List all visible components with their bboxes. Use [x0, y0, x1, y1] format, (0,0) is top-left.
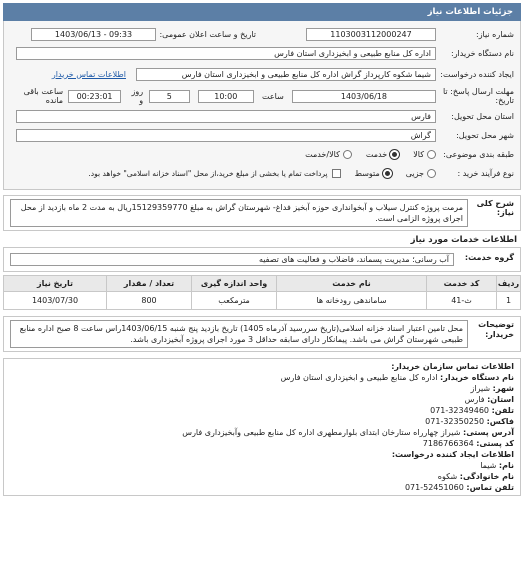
need-number-label: شماره نیاز:	[476, 30, 514, 39]
days-field: 5	[149, 90, 189, 103]
remaining-field: 00:23:01	[68, 90, 121, 103]
contact-value: فارس	[464, 395, 485, 404]
announce-label: تاریخ و ساعت اعلان عمومی:	[159, 30, 256, 39]
contact-value: اداره کل منابع طبیعی و ابخیزداری استان فارس	[280, 373, 438, 382]
radio-medium-label: متوسط	[354, 169, 380, 178]
row-need-number	[10, 25, 514, 44]
radio-minor-circle[interactable]	[427, 169, 436, 178]
creator-field: شیما شکوه کارپرداز گراش اداره کل منابع طبیعی و ابخیزداری استان فارس	[136, 68, 436, 81]
row-creator	[10, 63, 514, 85]
cell-name: ساماندهی رودخانه ها	[277, 292, 427, 310]
contact-value: شیما	[480, 461, 497, 470]
radio-service-circle[interactable]	[390, 150, 399, 159]
deadline-time-field: 10:00	[198, 90, 255, 103]
row-deadline	[10, 85, 514, 107]
contact-box	[3, 358, 521, 496]
cell-row: 1	[497, 292, 521, 310]
contact-line	[10, 394, 514, 405]
contact-label: نام دستگاه خریدار:	[440, 373, 514, 382]
hour-label: ساعت	[262, 91, 284, 101]
province-label: استان محل تحویل:	[451, 112, 514, 121]
col-row: ردیف	[497, 276, 521, 292]
radio-service[interactable]	[366, 150, 399, 159]
need-details	[3, 3, 521, 496]
summary-text: مرمت پروژه کنترل سیلاب و آبخوانداری حوزه آبخیز فداغ- شهرستان گراش به مبلغ 15129359770ریال به مدت 2 ماه بازدید از محل اجرای پروژه الزامی است.	[10, 199, 468, 227]
radio-medium-circle[interactable]	[383, 169, 392, 178]
row-payment	[10, 164, 514, 183]
cell-date: 1403/07/30	[4, 292, 107, 310]
cell-code: ث-41	[427, 292, 497, 310]
services-title: اطلاعات خدمات مورد نیاز	[410, 235, 517, 245]
contact-line	[10, 438, 514, 449]
category-label: طبقه بندی موضوعی:	[443, 150, 514, 159]
contact-label: نام خانوادگی:	[459, 472, 514, 481]
contact-value: 32350250-071	[425, 417, 485, 426]
table-row	[4, 292, 521, 310]
buyer-note-text: محل تامین اعتبار اسناد خزانه اسلامی(تاریخ سررسید آذرماه 1405) تاریخ بازدید پنج شنبه 1403/06/15راس ساعت 8 صبح اداره منابع طبیعی شهرستان گراش می باشد. پیمانکار دارای سابقه حداقل 3 مورد اجرای پروژه آبخیزداری باشد.	[10, 320, 468, 348]
cell-qty: 800	[107, 292, 192, 310]
details-panel	[3, 21, 521, 190]
col-unit: واحد اندازه گیری	[192, 276, 277, 292]
contact-title: اطلاعات تماس سازمان خریدار:	[391, 362, 514, 371]
creator-label: ایجاد کننده درخواست:	[440, 69, 514, 79]
deadline-label: مهلت ارسال پاسخ: تا تاریخ:	[442, 87, 514, 105]
contact-line	[10, 471, 514, 482]
contact-value: 32349460-071	[430, 406, 490, 415]
need-number-field: 1103003112000247	[306, 28, 436, 41]
radio-minor[interactable]	[406, 169, 436, 178]
city-field: گراش	[16, 129, 436, 142]
province-field: فارس	[16, 110, 436, 123]
row-city	[10, 126, 514, 145]
col-name: نام خدمت	[277, 276, 427, 292]
buyer-field: اداره کل منابع طبیعی و ابخیزداری استان فارس	[16, 47, 436, 60]
radio-goods[interactable]	[413, 150, 436, 159]
payment-label: نوع فرآیند خرید :	[457, 169, 514, 178]
radio-minor-label: جزیی	[405, 169, 424, 178]
remaining-label: ساعت باقی مانده	[23, 87, 64, 105]
table-header-row	[4, 276, 521, 292]
page-title: جزئیات اطلاعات نیاز	[3, 3, 521, 21]
contact-value: شیراز	[470, 384, 491, 393]
contact-line	[10, 482, 514, 493]
radio-goods-service-circle[interactable]	[343, 150, 352, 159]
contact-line	[10, 416, 514, 427]
contact-label: نام:	[498, 461, 514, 470]
treasury-checkbox[interactable]	[332, 169, 341, 178]
buyer-note-box	[3, 316, 521, 352]
summary-box	[3, 195, 521, 231]
summary-label: شرح کلی نیاز:	[476, 199, 514, 217]
radio-goods-label: کالا	[413, 150, 424, 159]
deadline-date-field: 1403/06/18	[292, 90, 436, 103]
contact-label: فاکس:	[486, 417, 514, 426]
contact-label: استان:	[487, 395, 514, 404]
contact-label: تلفن:	[491, 406, 514, 415]
days-label: روز و	[131, 87, 144, 105]
radio-goods-service[interactable]	[305, 150, 352, 159]
service-group-field: آب رسانی؛ مدیریت پسماند، فاضلاب و فعالیت های تصفیه	[10, 253, 454, 266]
buyer-contact-link[interactable]: اطلاعات تماس خریدار	[51, 69, 126, 79]
contact-value: 7186766364	[422, 439, 474, 448]
contact-label: کد پستی:	[476, 439, 514, 448]
contact-label: شهر:	[492, 384, 514, 393]
contact-value: 52451060-071	[404, 483, 464, 492]
announce-field: 1403/06/13 - 09:33	[31, 28, 156, 41]
contact-value: شیراز چهارراه ستارخان ابتدای بلوارمطهری اداره کل منابع طبیعی وآبخیزداری فارس	[182, 428, 461, 437]
treasury-note: پرداخت تمام یا بخشی از مبلغ خرید،از محل "اسناد خزانه اسلامی" خواهد بود.	[88, 169, 328, 178]
contact-label: آدرس پستی:	[463, 428, 514, 437]
creator-info-title: اطلاعات ایجاد کننده درخواست:	[391, 450, 514, 459]
row-province	[10, 107, 514, 126]
row-buyer	[10, 44, 514, 63]
contact-value: شکوه	[437, 472, 458, 481]
contact-line	[10, 427, 514, 438]
service-group-label: گروه خدمت:	[464, 253, 514, 262]
row-category	[10, 145, 514, 164]
city-label: شهر محل تحویل:	[456, 131, 514, 140]
col-code: کد خدمت	[427, 276, 497, 292]
buyer-note-label: توضیحات خریدار:	[478, 320, 514, 339]
cell-unit: مترمکعب	[192, 292, 277, 310]
radio-goods-service-label: کالا/خدمت	[305, 150, 340, 159]
contact-line	[10, 405, 514, 416]
buyer-label: نام دستگاه خریدار:	[451, 49, 514, 58]
contact-line	[10, 460, 514, 471]
radio-goods-circle[interactable]	[427, 150, 436, 159]
contact-line	[10, 372, 514, 383]
contact-line	[10, 383, 514, 394]
col-qty: تعداد / مقدار	[107, 276, 192, 292]
services-table	[3, 275, 521, 310]
radio-service-label: خدمت	[365, 150, 388, 159]
col-date: تاریخ نیاز	[4, 276, 107, 292]
contact-label: تلفن تماس:	[466, 483, 514, 492]
service-group-row	[3, 247, 521, 272]
radio-medium[interactable]	[355, 169, 392, 178]
